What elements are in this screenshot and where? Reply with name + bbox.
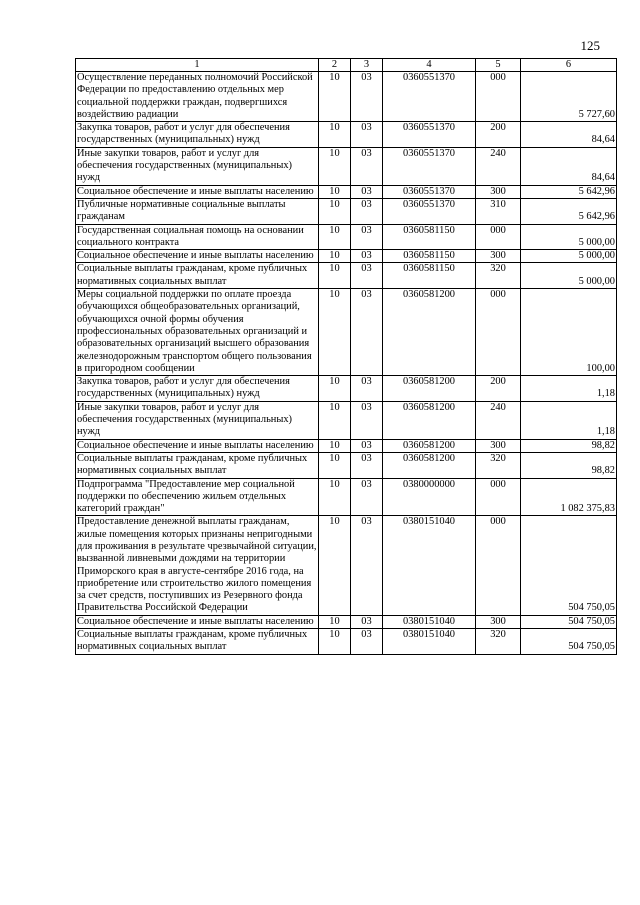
- row-target-cell: 0360581150: [383, 224, 476, 250]
- row-target-cell: 0360581200: [383, 439, 476, 452]
- row-section-cell: 10: [319, 452, 351, 478]
- table-row: [76, 250, 617, 263]
- row-target-cell: 0360551370: [383, 122, 476, 148]
- row-sum-cell: 504 750,05: [521, 629, 617, 655]
- row-name-cell: Социальные выплаты гражданам, кроме публичных нормативных социальных выплат: [76, 629, 319, 655]
- row-subsection-cell: 03: [351, 478, 383, 516]
- table-row: [76, 147, 617, 185]
- row-expense-type-cell: 320: [476, 629, 521, 655]
- row-target-cell: 0360581200: [383, 376, 476, 402]
- row-name-cell: Осуществление переданных полномочий Российской Федерации по предоставлению отдельных мер социальной поддержки граждан, подвергшихся воздействию радиации: [76, 72, 319, 122]
- row-sum-cell: 5 000,00: [521, 224, 617, 250]
- row-target-cell: 0360581200: [383, 401, 476, 439]
- row-subsection-cell: 03: [351, 224, 383, 250]
- header-cell-target: 4: [383, 59, 476, 72]
- row-target-cell: 0360581150: [383, 250, 476, 263]
- row-section-cell: 10: [319, 376, 351, 402]
- table-row: [76, 198, 617, 224]
- table-row: [76, 615, 617, 628]
- row-name-cell: Социальное обеспечение и иные выплаты населению: [76, 185, 319, 198]
- budget-table: [75, 58, 617, 655]
- row-expense-type-cell: 000: [476, 72, 521, 122]
- row-target-cell: 0380151040: [383, 516, 476, 615]
- table-row: [76, 452, 617, 478]
- row-name-cell: Подпрограмма "Предоставление мер социальной поддержки по обеспечению жильем отдельных категорий граждан": [76, 478, 319, 516]
- row-expense-type-cell: 200: [476, 376, 521, 402]
- row-section-cell: 10: [319, 615, 351, 628]
- row-sum-cell: 5 727,60: [521, 72, 617, 122]
- row-expense-type-cell: 300: [476, 185, 521, 198]
- table-row: [76, 263, 617, 289]
- row-section-cell: 10: [319, 72, 351, 122]
- row-target-cell: 0360581150: [383, 263, 476, 289]
- row-subsection-cell: 03: [351, 376, 383, 402]
- row-expense-type-cell: 300: [476, 250, 521, 263]
- row-name-cell: Меры социальной поддержки по оплате проезда обучающихся общеобразовательных организаций, обучающихся очной формы обучения профессиональных образовательных организаций и образовательных организаций высшего образования железнодорожным транспортом общего пользования в пригородном сообщении: [76, 289, 319, 376]
- row-sum-cell: 5 000,00: [521, 250, 617, 263]
- row-name-cell: Закупка товаров, работ и услуг для обеспечения государственных (муниципальных) нужд: [76, 122, 319, 148]
- row-sum-cell: 504 750,05: [521, 516, 617, 615]
- row-sum-cell: 100,00: [521, 289, 617, 376]
- row-expense-type-cell: 000: [476, 289, 521, 376]
- row-section-cell: 10: [319, 250, 351, 263]
- row-section-cell: 10: [319, 263, 351, 289]
- row-target-cell: 0380000000: [383, 478, 476, 516]
- table-row: [76, 629, 617, 655]
- table-row: [76, 439, 617, 452]
- row-sum-cell: 5 642,96: [521, 198, 617, 224]
- row-expense-type-cell: 000: [476, 478, 521, 516]
- row-section-cell: 10: [319, 401, 351, 439]
- row-section-cell: 10: [319, 439, 351, 452]
- row-section-cell: 10: [319, 122, 351, 148]
- row-section-cell: 10: [319, 198, 351, 224]
- row-expense-type-cell: 000: [476, 516, 521, 615]
- header-cell-section: 2: [319, 59, 351, 72]
- row-name-cell: Социальное обеспечение и иные выплаты населению: [76, 439, 319, 452]
- row-subsection-cell: 03: [351, 185, 383, 198]
- page-number: 125: [580, 38, 600, 53]
- table-body: [76, 72, 617, 655]
- row-section-cell: 10: [319, 629, 351, 655]
- row-expense-type-cell: 310: [476, 198, 521, 224]
- table-row: [76, 401, 617, 439]
- table-row: [76, 478, 617, 516]
- row-subsection-cell: 03: [351, 401, 383, 439]
- row-sum-cell: 5 000,00: [521, 263, 617, 289]
- row-name-cell: Социальное обеспечение и иные выплаты населению: [76, 250, 319, 263]
- row-target-cell: 0360551370: [383, 72, 476, 122]
- row-subsection-cell: 03: [351, 263, 383, 289]
- table-row: [76, 516, 617, 615]
- row-sum-cell: 5 642,96: [521, 185, 617, 198]
- header-cell-name: 1: [76, 59, 319, 72]
- row-section-cell: 10: [319, 516, 351, 615]
- table-row: [76, 122, 617, 148]
- row-sum-cell: 504 750,05: [521, 615, 617, 628]
- row-subsection-cell: 03: [351, 439, 383, 452]
- row-target-cell: 0360551370: [383, 198, 476, 224]
- row-subsection-cell: 03: [351, 516, 383, 615]
- row-expense-type-cell: 240: [476, 147, 521, 185]
- row-target-cell: 0380151040: [383, 629, 476, 655]
- table-row: [76, 376, 617, 402]
- header-cell-expense-type: 5: [476, 59, 521, 72]
- row-subsection-cell: 03: [351, 289, 383, 376]
- row-subsection-cell: 03: [351, 250, 383, 263]
- row-target-cell: 0360551370: [383, 185, 476, 198]
- row-target-cell: 0360581200: [383, 289, 476, 376]
- row-subsection-cell: 03: [351, 198, 383, 224]
- row-sum-cell: 84,64: [521, 147, 617, 185]
- row-subsection-cell: 03: [351, 452, 383, 478]
- row-expense-type-cell: 300: [476, 439, 521, 452]
- row-subsection-cell: 03: [351, 72, 383, 122]
- row-section-cell: 10: [319, 224, 351, 250]
- row-name-cell: Предоставление денежной выплаты гражданам, жилые помещения которых признаны непригодными для проживания в результате чрезвычайной ситуации, вызванной ливневыми дождями на территории Приморского края в августе-сентябре 2016 года, на приобретение или строительство жилого помещения за счет средств, поступивших из Резервного фонда Правительства Российской Федерации: [77, 516, 317, 614]
- row-name-cell: Социальные выплаты гражданам, кроме публичных нормативных социальных выплат: [76, 263, 319, 289]
- table-row: [76, 72, 617, 122]
- row-subsection-cell: 03: [351, 122, 383, 148]
- row-name-cell: Иные закупки товаров, работ и услуг для обеспечения государственных (муниципальных) нужд: [76, 147, 319, 185]
- row-sum-cell: 1,18: [521, 376, 617, 402]
- row-name-cell: Государственная социальная помощь на основании социального контракта: [76, 224, 319, 250]
- row-expense-type-cell: 200: [476, 122, 521, 148]
- row-sum-cell: 1 082 375,83: [521, 478, 617, 516]
- table-row: [76, 289, 617, 376]
- row-expense-type-cell: 300: [476, 615, 521, 628]
- row-name-cell: Закупка товаров, работ и услуг для обеспечения государственных (муниципальных) нужд: [76, 376, 319, 402]
- row-section-cell: 10: [319, 478, 351, 516]
- row-expense-type-cell: 320: [476, 263, 521, 289]
- row-target-cell: 0380151040: [383, 615, 476, 628]
- row-sum-cell: 98,82: [521, 439, 617, 452]
- row-section-cell: 10: [319, 289, 351, 376]
- row-target-cell: 0360581200: [383, 452, 476, 478]
- row-expense-type-cell: 320: [476, 452, 521, 478]
- row-sum-cell: 1,18: [521, 401, 617, 439]
- row-name-cell: Социальное обеспечение и иные выплаты населению: [76, 615, 319, 628]
- header-cell-subsection: 3: [351, 59, 383, 72]
- row-section-cell: 10: [319, 147, 351, 185]
- row-section-cell: 10: [319, 185, 351, 198]
- row-sum-cell: 98,82: [521, 452, 617, 478]
- row-subsection-cell: 03: [351, 629, 383, 655]
- row-expense-type-cell: 240: [476, 401, 521, 439]
- row-name-cell: Социальные выплаты гражданам, кроме публичных нормативных социальных выплат: [76, 452, 319, 478]
- table-header-row: [76, 59, 617, 72]
- row-target-cell: 0360551370: [383, 147, 476, 185]
- row-subsection-cell: 03: [351, 615, 383, 628]
- row-expense-type-cell: 000: [476, 224, 521, 250]
- row-subsection-cell: 03: [351, 147, 383, 185]
- row-name-cell: Публичные нормативные социальные выплаты гражданам: [76, 198, 319, 224]
- table-row: [76, 185, 617, 198]
- header-cell-sum: 6: [521, 59, 617, 72]
- row-sum-cell: 84,64: [521, 122, 617, 148]
- row-name-cell: Иные закупки товаров, работ и услуг для обеспечения государственных (муниципальных) нужд: [76, 401, 319, 439]
- table-row: [76, 224, 617, 250]
